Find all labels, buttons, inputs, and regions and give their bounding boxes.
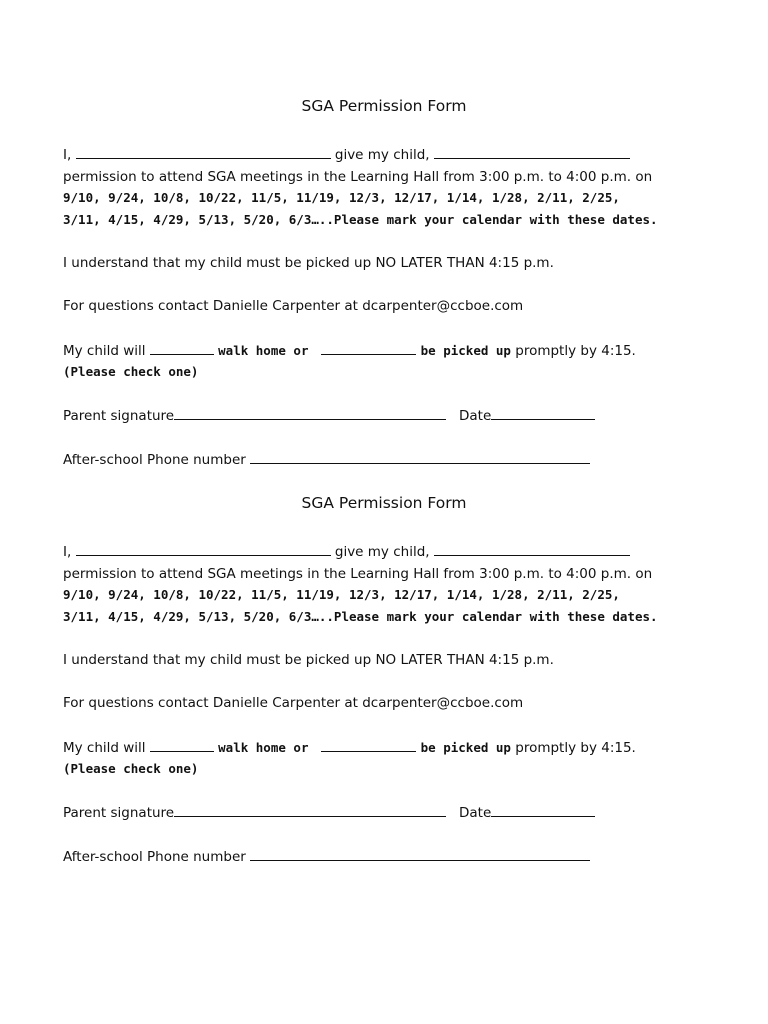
parent-signature-blank[interactable] — [174, 802, 446, 817]
walk-home-check-blank[interactable] — [150, 737, 214, 752]
contact-text: For questions contact Danielle Carpenter at dcarpenter@ccboe.com — [63, 695, 524, 711]
phone-blank[interactable] — [250, 846, 590, 861]
i-label: I, — [63, 147, 72, 163]
give-my-child-label: give my child, — [334, 147, 430, 163]
meeting-dates-line-1: 9/10, 9/24, 10/8, 10/22, 11/5, 11/19, 12/3, 12/17, 1/14, 1/28, 2/11, 2/25, — [63, 587, 620, 602]
walk-home-check-blank[interactable] — [150, 340, 214, 355]
picked-up-option: be picked up — [420, 740, 511, 755]
form-title: SGA Permission Form — [301, 494, 467, 512]
phone-line — [63, 449, 590, 470]
permission-text: permission to attend SGA meetings in the Learning Hall from 3:00 p.m. to 4:00 p.m. on — [63, 566, 653, 582]
meeting-dates-line-2: 3/11, 4/15, 4/29, 5/13, 5/20, 6/3…..Please mark your calendar with these dates. — [63, 212, 658, 227]
meeting-dates-line-2: 3/11, 4/15, 4/29, 5/13, 5/20, 6/3…..Please mark your calendar with these dates. — [63, 609, 658, 624]
please-check-one: (Please check one) — [63, 364, 199, 379]
walk-home-option: walk home or — [218, 740, 309, 755]
parent-child-line — [63, 144, 630, 165]
phone-label: After-school Phone number — [63, 849, 246, 865]
parent-signature-blank[interactable] — [174, 405, 446, 420]
give-my-child-label: give my child, — [334, 544, 430, 560]
parent-name-blank[interactable] — [76, 144, 331, 159]
picked-up-option: be picked up — [420, 343, 511, 358]
meeting-dates-line-1: 9/10, 9/24, 10/8, 10/22, 11/5, 11/19, 12/3, 12/17, 1/14, 1/28, 2/11, 2/25, — [63, 190, 620, 205]
promptly-by-label: promptly by 4:15. — [515, 740, 636, 756]
transport-choice-line — [63, 737, 636, 758]
child-name-blank[interactable] — [434, 144, 630, 159]
parent-child-line — [63, 541, 630, 562]
my-child-will-label: My child will — [63, 343, 146, 359]
child-name-blank[interactable] — [434, 541, 630, 556]
parent-signature-label: Parent signature — [63, 805, 175, 821]
parent-signature-label: Parent signature — [63, 408, 175, 424]
picked-up-check-blank[interactable] — [321, 737, 416, 752]
form-title: SGA Permission Form — [301, 97, 467, 115]
my-child-will-label: My child will — [63, 740, 146, 756]
signature-line — [63, 405, 595, 426]
i-label: I, — [63, 544, 72, 560]
signature-line — [63, 802, 595, 823]
phone-label: After-school Phone number — [63, 452, 246, 468]
picked-up-check-blank[interactable] — [321, 340, 416, 355]
permission-text: permission to attend SGA meetings in the Learning Hall from 3:00 p.m. to 4:00 p.m. on — [63, 169, 653, 185]
please-check-one: (Please check one) — [63, 761, 199, 776]
parent-name-blank[interactable] — [76, 541, 331, 556]
pickup-notice: I understand that my child must be picked up NO LATER THAN 4:15 p.m. — [63, 652, 554, 668]
contact-text: For questions contact Danielle Carpenter at dcarpenter@ccboe.com — [63, 298, 524, 314]
date-label: Date — [458, 408, 492, 424]
phone-line — [63, 846, 590, 867]
promptly-by-label: promptly by 4:15. — [515, 343, 636, 359]
date-label: Date — [458, 805, 492, 821]
transport-choice-line — [63, 340, 636, 361]
date-blank[interactable] — [491, 405, 595, 420]
date-blank[interactable] — [491, 802, 595, 817]
phone-blank[interactable] — [250, 449, 590, 464]
pickup-notice: I understand that my child must be picked up NO LATER THAN 4:15 p.m. — [63, 255, 554, 271]
walk-home-option: walk home or — [218, 343, 309, 358]
